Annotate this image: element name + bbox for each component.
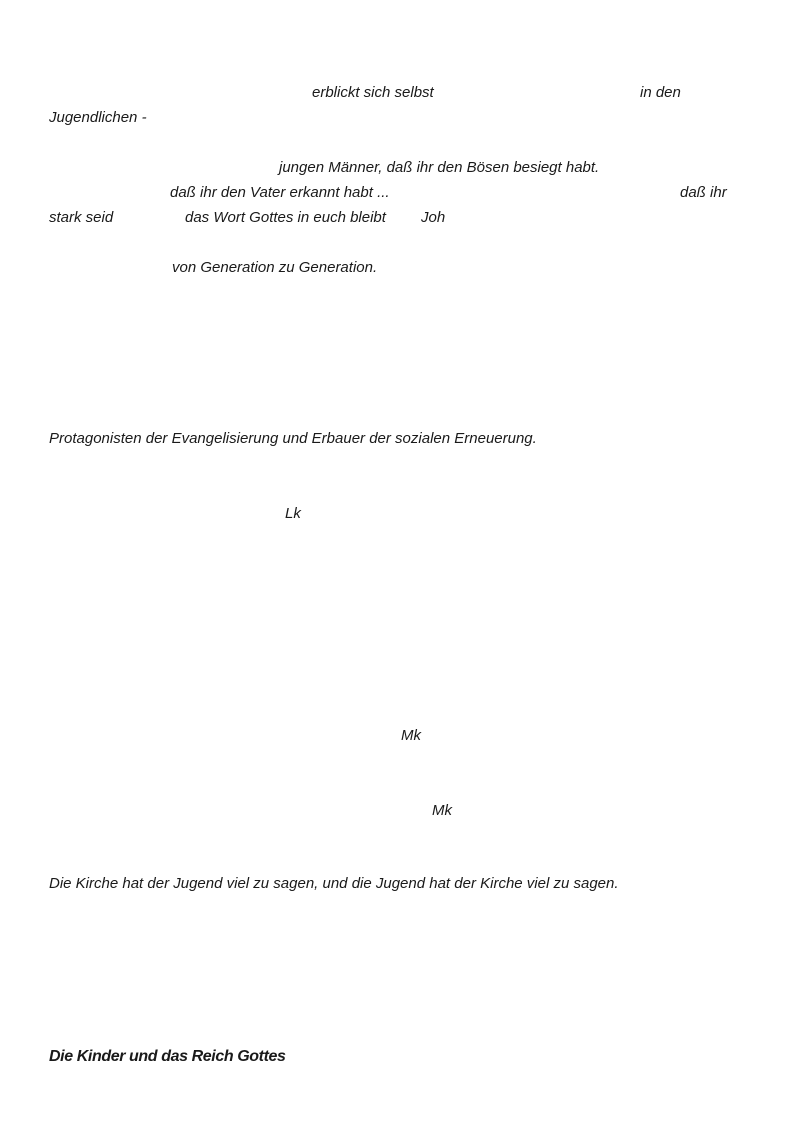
- text-fragment: von Generation zu Generation.: [172, 259, 378, 276]
- text-fragment: das Wort Gottes in euch bleibt: [185, 209, 386, 226]
- text-fragment: daß ihr: [680, 184, 727, 201]
- text-fragment: stark seid: [49, 209, 114, 226]
- text-fragment: Joh: [421, 209, 446, 226]
- text-fragment: in den: [640, 84, 681, 101]
- text-fragment: erblickt sich selbst: [312, 84, 434, 101]
- text-fragment: jungen Männer, daß ihr den Bösen besiegt habt.: [279, 159, 600, 176]
- text-fragment: Die Kirche hat der Jugend viel zu sagen, und die Jugend hat der Kirche viel zu sagen.: [49, 875, 619, 892]
- text-fragment: Lk: [285, 505, 301, 522]
- text-fragment: daß ihr den Vater erkannt habt ...: [170, 184, 390, 201]
- text-fragment: Mk: [401, 727, 421, 744]
- text-fragment: Mk: [432, 802, 452, 819]
- section-heading: Die Kinder und das Reich Gottes: [49, 1048, 286, 1065]
- text-fragment: Jugendlichen -: [49, 109, 147, 126]
- text-fragment: Protagonisten der Evangelisierung und Erbauer der sozialen Erneuerung.: [49, 430, 537, 447]
